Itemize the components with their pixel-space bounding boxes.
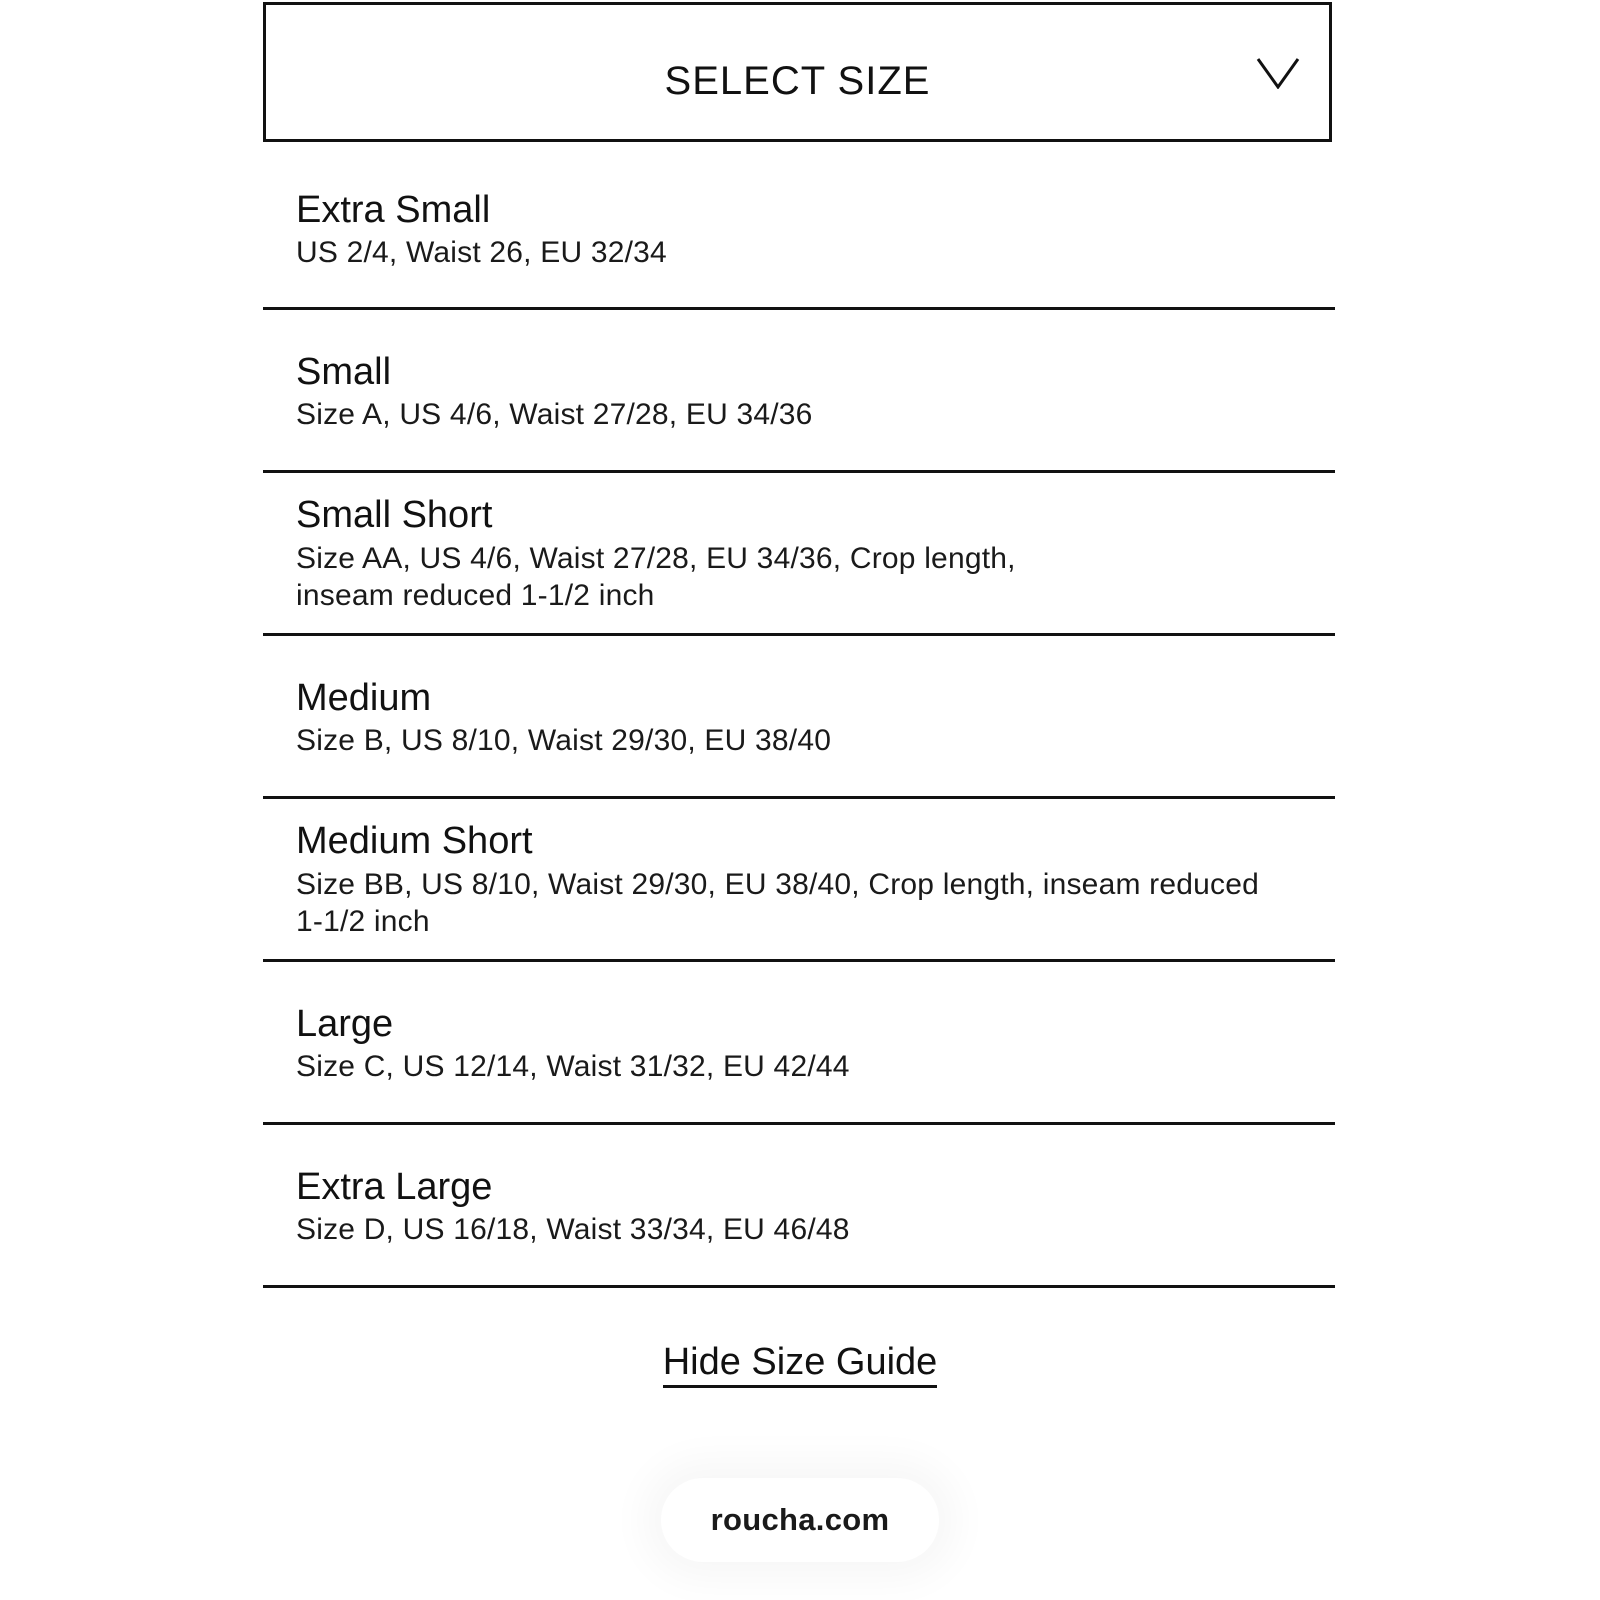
size-option-description-line-2: inseam reduced 1-1/2 inch: [296, 579, 655, 612]
size-option-medium[interactable]: [263, 636, 1335, 799]
size-option-name: Medium: [296, 677, 432, 719]
size-option-name: Medium Short: [296, 820, 533, 862]
hide-size-guide-link[interactable]: [0, 1340, 1600, 1384]
size-option-name: Small: [296, 351, 392, 393]
size-option-description-line-1: Size AA, US 4/6, Waist 27/28, EU 34/36, Crop length,: [296, 542, 1016, 575]
size-option-name: Extra Small: [296, 189, 491, 231]
size-option-description: Size B, US 8/10, Waist 29/30, EU 38/40: [296, 724, 832, 757]
size-option-description: Size A, US 4/6, Waist 27/28, EU 34/36: [296, 398, 813, 431]
size-option-name: Large: [296, 1003, 394, 1045]
size-option-name: Small Short: [296, 494, 493, 536]
size-option-description-line-2: 1-1/2 inch: [296, 905, 430, 938]
hide-size-guide-label: Hide Size Guide: [663, 1341, 938, 1388]
size-option-description: Size C, US 12/14, Waist 31/32, EU 42/44: [296, 1050, 850, 1083]
url-pill[interactable]: roucha.com: [661, 1478, 939, 1562]
size-select-label: SELECT SIZE: [664, 59, 931, 103]
size-option-small-short[interactable]: [263, 473, 1335, 636]
size-option-name: Extra Large: [296, 1166, 493, 1208]
size-option-extra-small[interactable]: [263, 144, 1335, 310]
size-option-medium-short[interactable]: [263, 799, 1335, 962]
size-option-large[interactable]: [263, 962, 1335, 1125]
size-option-description-line-1: Size BB, US 8/10, Waist 29/30, EU 38/40, Crop length, inseam reduced: [296, 868, 1259, 901]
size-option-description: US 2/4, Waist 26, EU 32/34: [296, 236, 667, 269]
size-option-small[interactable]: [263, 310, 1335, 473]
size-option-extra-large[interactable]: [263, 1125, 1335, 1288]
size-option-description: Size D, US 16/18, Waist 33/34, EU 46/48: [296, 1213, 850, 1246]
